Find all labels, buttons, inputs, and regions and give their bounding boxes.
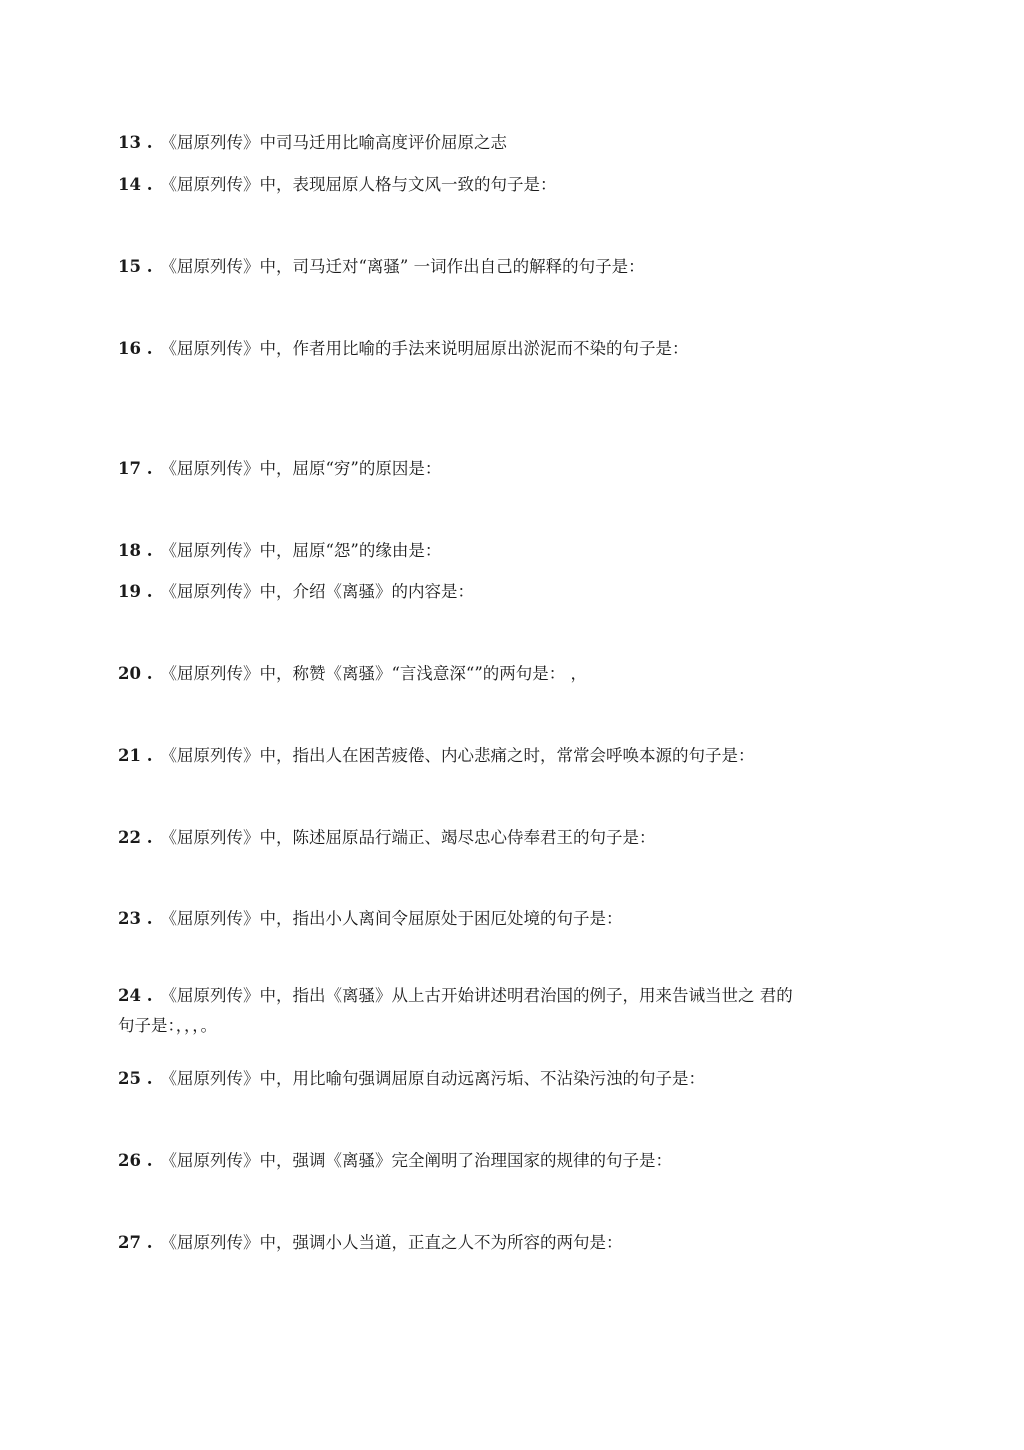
- question-number: 18 .: [118, 541, 153, 560]
- question-17: [118, 458, 918, 480]
- question-text: 《屈原列传》中，介绍《离骚》的内容是：: [160, 582, 474, 601]
- question-text: 《屈原列传》中，司马迁对“离骚” 一词作出自己的解释的句子是：: [160, 257, 645, 276]
- question-continuation: 句子是：，，，。: [118, 1016, 217, 1035]
- question-text: 《屈原列传》中，指出《离骚》从上古开始讲述明君治国的例子，用来告诫当世之 君的: [160, 986, 793, 1005]
- question-24: [118, 985, 918, 1037]
- question-number: 15 .: [118, 257, 153, 276]
- question-number: 19 .: [118, 582, 153, 601]
- question-15: [118, 256, 918, 278]
- question-number: 27 .: [118, 1233, 153, 1252]
- question-text: 《屈原列传》中，指出人在困苦疲倦、内心悲痛之时，常常会呼唤本源的句子是：: [160, 746, 755, 765]
- question-number: 22 .: [118, 828, 153, 847]
- question-19: [118, 581, 918, 603]
- question-26: [118, 1150, 918, 1172]
- question-14: [118, 174, 918, 196]
- question-number: 23 .: [118, 909, 153, 928]
- question-text: 《屈原列传》中，陈述屈原品行端正、竭尽忠心侍奉君王的句子是：: [160, 828, 656, 847]
- question-number: 14 .: [118, 175, 153, 194]
- question-text: 《屈原列传》中，指出小人离间令屈原处于困厄处境的句子是：: [160, 909, 623, 928]
- question-number: 20 .: [118, 664, 153, 683]
- question-16: [118, 338, 918, 360]
- question-number: 24 .: [118, 986, 153, 1005]
- question-20: [118, 663, 918, 685]
- question-27: [118, 1232, 918, 1254]
- question-text: 《屈原列传》中，强调《离骚》完全阐明了治理国家的规律的句子是：: [160, 1151, 672, 1170]
- question-21: [118, 745, 918, 767]
- question-number: 26 .: [118, 1151, 153, 1170]
- question-text: 《屈原列传》中，用比喻句强调屈原自动远离污垢、不沾染污浊的句子是：: [160, 1069, 705, 1088]
- question-number: 21 .: [118, 746, 153, 765]
- question-number: 13 .: [118, 133, 153, 152]
- question-18: [118, 540, 918, 562]
- question-text: 《屈原列传》中，作者用比喻的手法来说明屈原出淤泥而不染的句子是：: [160, 339, 689, 358]
- question-number: 25 .: [118, 1069, 153, 1088]
- question-text: 《屈原列传》中，屈原“怨”的缘由是：: [160, 541, 442, 560]
- question-text: 《屈原列传》中，强调小人当道，正直之人不为所容的两句是：: [160, 1233, 623, 1252]
- question-13: [118, 132, 918, 154]
- question-text: 《屈原列传》中，屈原“穷”的原因是：: [160, 459, 442, 478]
- question-number: 16 .: [118, 339, 153, 358]
- question-25: [118, 1068, 918, 1090]
- question-text: 《屈原列传》中司马迁用比喻高度评价屈原之志: [160, 133, 507, 152]
- question-23: [118, 908, 918, 930]
- question-text: 《屈原列传》中，表现屈原人格与文风一致的句子是：: [160, 175, 557, 194]
- question-number: 17 .: [118, 459, 153, 478]
- question-22: [118, 827, 918, 849]
- question-text: 《屈原列传》中，称赞《离骚》“言浅意深“”的两句是： ，: [160, 664, 588, 683]
